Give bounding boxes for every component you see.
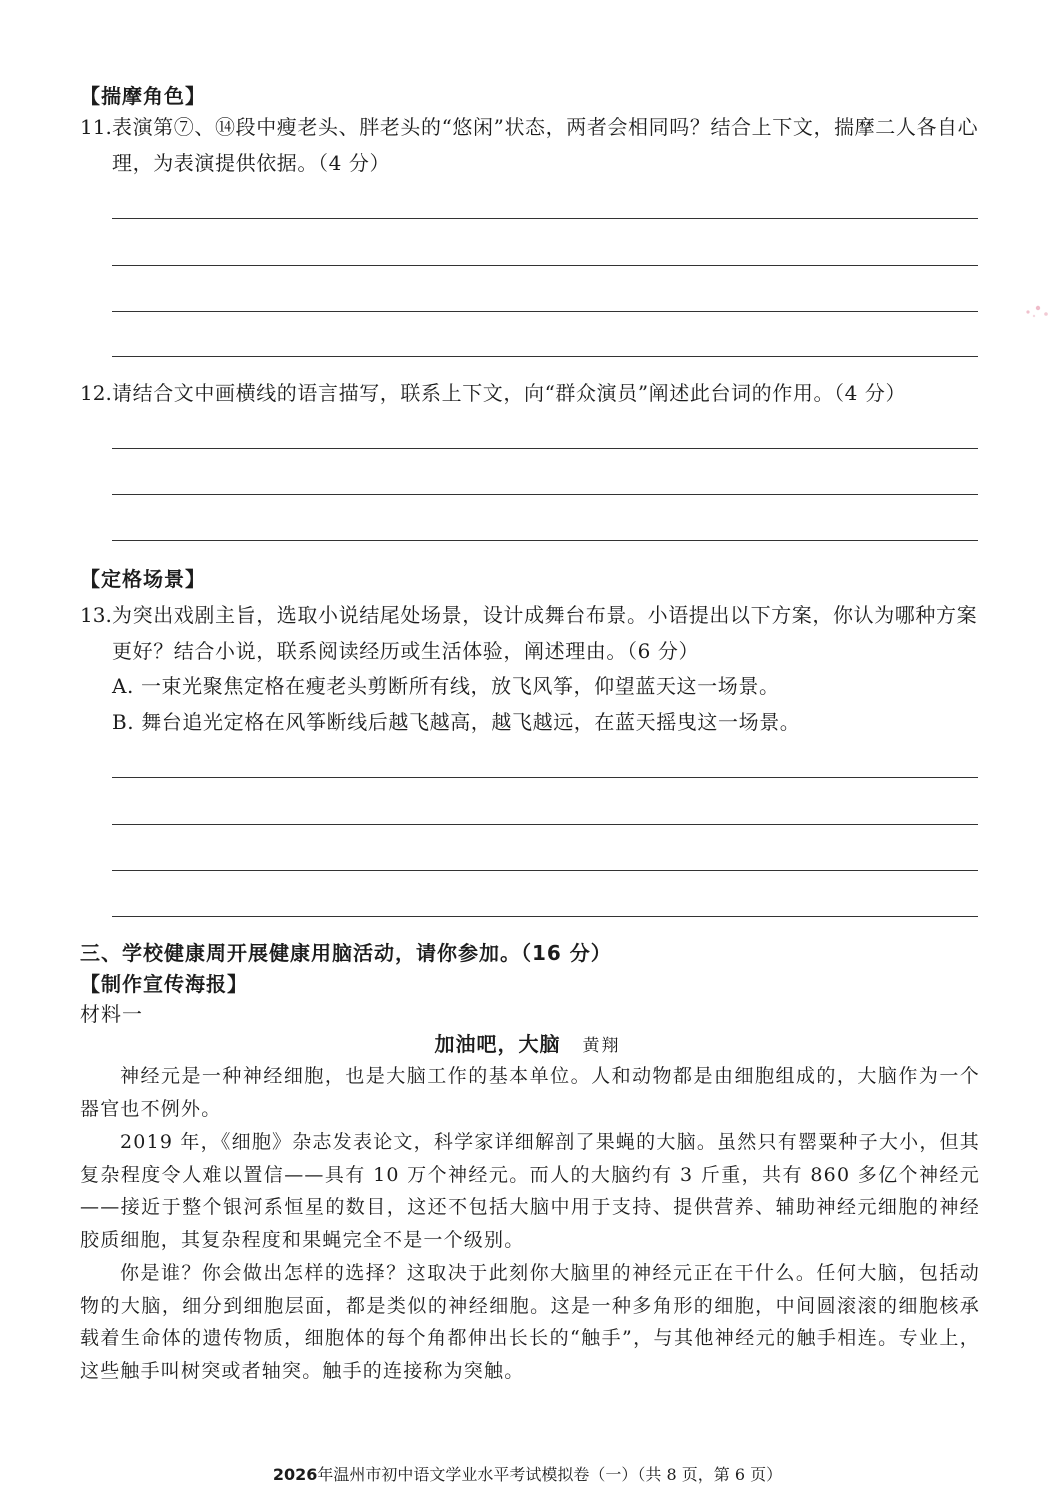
answer-line[interactable] xyxy=(112,540,978,541)
section-heading-scene: 【定格场景】 xyxy=(80,567,206,591)
part-three-heading: 三、学校健康周开展健康用脑活动，请你参加。（16 分） xyxy=(80,941,612,965)
article-title-text: 加油吧，大脑 xyxy=(434,1032,561,1056)
answer-line[interactable] xyxy=(112,824,978,825)
article-paragraph: 你是谁？你会做出怎样的选择？这取决于此刻你大脑里的神经元正在干什么。任何大脑，包括动物的大脑，细分到细胞层面，都是类似的神经细胞。这是一种多角形的细胞，中间圆滚滚的细胞核承载着生命体的遗传物质，细胞体的每个角都伸出长长的“触手”，与其他神经元的触手相连。专业上，这些触手叫树突或者轴突。触手的连接称为突触。 xyxy=(80,1262,980,1382)
answer-line[interactable] xyxy=(112,870,978,871)
option-a: A. 一束光聚焦定格在瘦老头剪断所有线，放飞风筝，仰望蓝天这一场景。 xyxy=(112,674,780,698)
section-heading-role: 【揣摩角色】 xyxy=(80,84,206,108)
answer-line[interactable] xyxy=(112,777,978,778)
question-12 xyxy=(80,375,985,411)
footer-year: 2026 xyxy=(272,1465,318,1484)
answer-line[interactable] xyxy=(112,356,978,357)
footer-text: 年温州市初中语文学业水平考试模拟卷（一）（共 8 页，第 6 页） xyxy=(317,1465,783,1484)
page-footer xyxy=(0,1462,1055,1485)
article-author: 黄翔 xyxy=(582,1036,621,1056)
question-text: 请结合文中画横线的语言描写，联系上下文，向“群众演员”阐述此台词的作用。（4 分） xyxy=(112,381,907,405)
answer-line[interactable] xyxy=(112,448,978,449)
answer-line[interactable] xyxy=(112,311,978,312)
answer-line[interactable] xyxy=(112,265,978,266)
question-text: 为突出戏剧主旨，选取小说结尾处场景，设计成舞台布景。小语提出以下方案，你认为哪种方案更好？结合小说，联系阅读经历或生活体验，阐述理由。（6 分） xyxy=(112,603,978,663)
question-13 xyxy=(80,597,985,669)
scan-stain-mark xyxy=(1020,300,1054,324)
article-paragraph: 2019 年，《细胞》杂志发表论文，科学家详细解剖了果蝇的大脑。虽然只有罂粟种子大小，但其复杂程度令人难以置信——具有 10 万个神经元。而人的大脑约有 3 斤重，共有 860 多亿个神经元——接近于整个银河系恒星的数目，这还不包括大脑中用于支持、提供营养、辅助神经元细胞的神经胶质细胞，其复杂程度和果蝇完全不是一个级别。 xyxy=(80,1131,980,1251)
answer-line[interactable] xyxy=(112,916,978,917)
option-b: B. 舞台追光定格在风筝断线后越飞越高，越飞越远，在蓝天摇曳这一场景。 xyxy=(112,710,801,734)
answer-line[interactable] xyxy=(112,218,978,219)
answer-line[interactable] xyxy=(112,494,978,495)
question-11 xyxy=(80,109,985,181)
question-number: 12. xyxy=(80,381,112,405)
article-paragraph: 神经元是一种神经细胞，也是大脑工作的基本单位。人和动物都是由细胞组成的，大脑作为一个器官也不例外。 xyxy=(80,1065,980,1120)
question-number: 11. xyxy=(80,115,112,139)
question-number: 13. xyxy=(80,603,112,627)
question-text: 表演第⑦、⑭段中瘦老头、胖老头的“悠闲”状态，两者会相同吗？结合上下文，揣摩二人各自心理，为表演提供依据。（4 分） xyxy=(112,115,979,175)
material-label: 材料一 xyxy=(80,1002,143,1026)
article-title xyxy=(0,1028,1055,1057)
poster-heading: 【制作宣传海报】 xyxy=(80,972,248,996)
